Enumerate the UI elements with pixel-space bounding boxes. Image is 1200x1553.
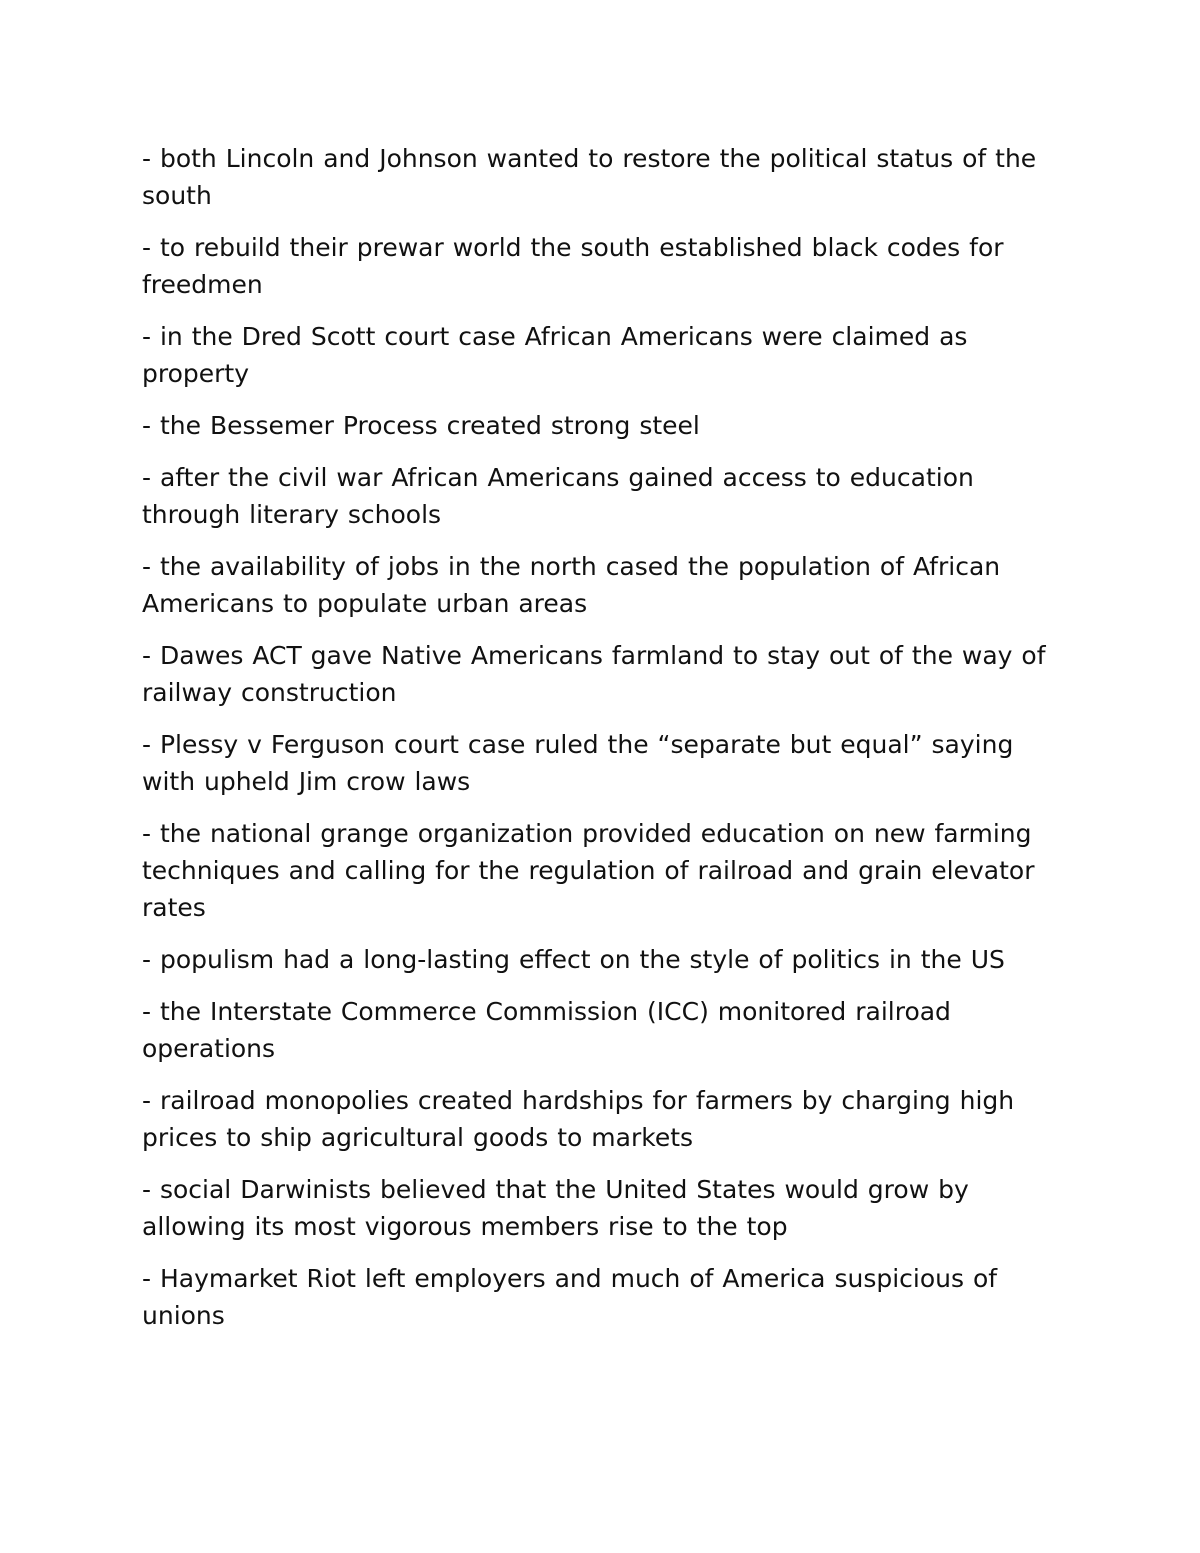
note-item: - Plessy v Ferguson court case ruled the “separate but equal” saying with upheld Jim crow laws [142,730,1014,796]
note-item: - Haymarket Riot left employers and much of America suspicious of unions [142,1264,998,1330]
note-item: - both Lincoln and Johnson wanted to restore the political status of the south [142,144,1037,210]
note-item: - after the civil war African Americans gained access to education through literary schools [142,463,974,529]
notes-list [142,140,1072,1349]
note-item: - railroad monopolies created hardships for farmers by charging high prices to ship agricultural goods to markets [142,1086,1015,1152]
note-item: - in the Dred Scott court case African Americans were claimed as property [142,322,968,388]
note-item: - the availability of jobs in the north cased the population of African Americans to populate urban areas [142,552,1001,618]
note-item: - the Bessemer Process created strong steel [142,411,700,440]
note-item: - Dawes ACT gave Native Americans farmland to stay out of the way of railway construction [142,641,1046,707]
note-item: - populism had a long-lasting effect on the style of politics in the US [142,945,1005,974]
note-item: - the Interstate Commerce Commission (ICC) monitored railroad operations [142,997,951,1063]
note-item: - social Darwinists believed that the United States would grow by allowing its most vigorous members rise to the top [142,1175,969,1241]
note-item: - the national grange organization provided education on new farming techniques and calling for the regulation of railroad and grain elevator rates [142,819,1035,922]
note-item: - to rebuild their prewar world the south established black codes for freedmen [142,233,1004,299]
